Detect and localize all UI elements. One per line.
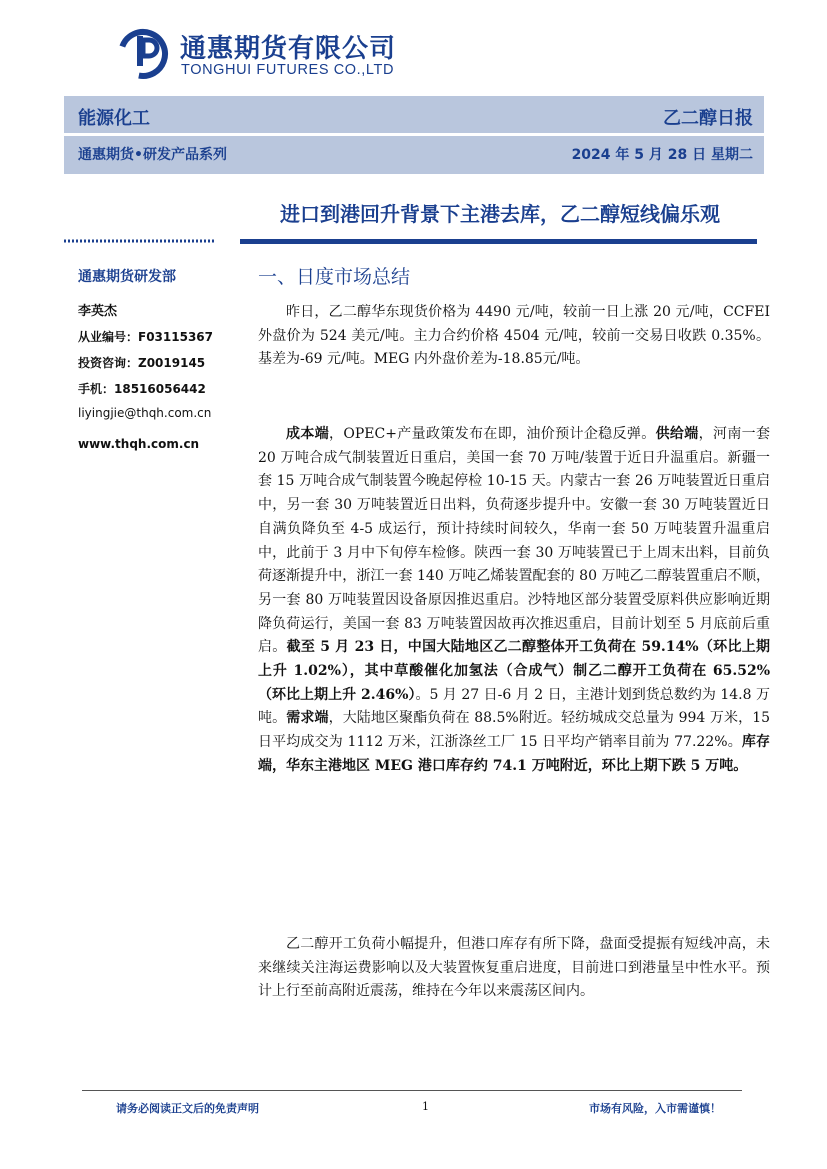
supply-text: ，河南一套 20 万吨合成气制装置近日重启，美国一套 70 万吨/装置于近日升温重启。新疆一套 15 万吨合成气制装置今晚起停检 10-15 天。内蒙古一套 26 万吨装置近日重启中，另一套 30 万吨装置近日出料，负荷逐步提升中。安徽一套 30 万吨装置近日自满负降负至 4-5 成运行，预计持续时间较久，华南一套 50 万吨装置升温重启中，此前于 3 月中下旬停车检修。陕西一套 30 万吨装置已于上周末出料，目前负荷逐渐提升中，浙江一套 140 万吨乙烯装置配套的 80 万吨乙二醇装置重启不顺，另一套 80 万吨装置因设备原因推迟重启。沙特地区部分装置受原料供应影响近期降负荷运行，美国一套 83 万吨装置因故再次推迟重启，目前计划至 5 月底前后重启。 xyxy=(258,426,771,656)
report-headline: 进口到港回升背景下主港去库，乙二醇短线偏乐观 xyxy=(280,202,720,226)
page-number: 1 xyxy=(422,1100,429,1113)
supply-label: 供给端 xyxy=(655,426,699,442)
section-title: 一、日度市场总结 xyxy=(258,266,411,288)
demand-label: 需求端 xyxy=(286,710,329,727)
demand-text: ，大陆地区聚酯负荷在 88.5%附近。轻纺城成交总量为 994 万米，15 日平均成交为 1112 万米，江浙涤丝工厂 15 日平均产销率目前为 77.22%。 xyxy=(258,710,771,751)
banner-divider xyxy=(64,133,764,136)
inventory-text: 库存端，华东主港地区 MEG 港口库存约 74.1 万吨附近，环比上期下跌 5 万吨。 xyxy=(258,734,770,774)
report-date: 2024 年 5 月 28 日 星期二 xyxy=(571,147,753,163)
arrival-text: 。5 月 27 日-6 月 2 日，主港计划到货总数约为 14.8 万吨。 xyxy=(258,686,770,727)
footer-divider xyxy=(82,1090,742,1091)
sidebar-dept: 通惠期货研发部 xyxy=(78,269,176,285)
company-name-en: TONGHUI FUTURES CO.,LTD xyxy=(181,62,395,78)
cost-label: 成本端 xyxy=(286,426,330,442)
license-number: 从业编号：F03115367 xyxy=(78,330,213,344)
paragraph-fundamentals xyxy=(258,423,770,779)
report-name: 乙二醇日报 xyxy=(663,108,753,129)
report-series: 通惠期货•研发产品系列 xyxy=(78,147,227,163)
cost-text: ，OPEC+产量政策发布在即，油价预计企稳反弹。 xyxy=(329,426,656,442)
company-name-cn: 通惠期货有限公司 xyxy=(180,34,397,64)
company-logo-icon xyxy=(117,28,169,80)
analyst-name: 李英杰 xyxy=(78,304,118,319)
paragraph-market-summary: 昨日，乙二醇华东现货价格为 4490 元/吨，较前一日上涨 20 元/吨，CCFEI 外盘价为 524 美元/吨。主力合约价格 4504 元/吨，较前一交易日收跌 0.35%。基差为-69 元/吨。MEG 内外盘价差为-18.85元/吨。 xyxy=(258,304,770,368)
website-link[interactable]: www.thqh.com.cn xyxy=(78,437,200,451)
email-link[interactable]: liyingjie@thqh.com.cn xyxy=(78,406,212,420)
risk-note: 市场有风险，入市需谨慎！ xyxy=(589,1102,721,1115)
report-category: 能源化工 xyxy=(78,108,150,129)
phone-number: 手机：18516056442 xyxy=(78,382,206,396)
advisory-number: 投资咨询：Z0019145 xyxy=(78,356,206,370)
operating-rate-text: 截至 5 月 23 日，中国大陆地区乙二醇整体开工负荷在 59.14%（环比上期上升 1.02%），其中草酸催化加氢法（合成气）制乙二醇开工负荷在 65.52%（环比上期上升 2.46%） xyxy=(258,639,771,703)
paragraph-outlook: 乙二醇开工负荷小幅提升，但港口库存有所下降，盘面受提振有短线冲高，未来继续关注海运费影响以及大装置恢复重启进度，目前进口到港量呈中性水平。预计上行至前高附近震荡，维持在今年以来震荡区间内。 xyxy=(258,936,770,1000)
disclaimer-note: 请务必阅读正文后的免责声明 xyxy=(116,1102,259,1115)
headline-rule xyxy=(240,239,757,244)
sidebar-rule xyxy=(64,238,215,244)
